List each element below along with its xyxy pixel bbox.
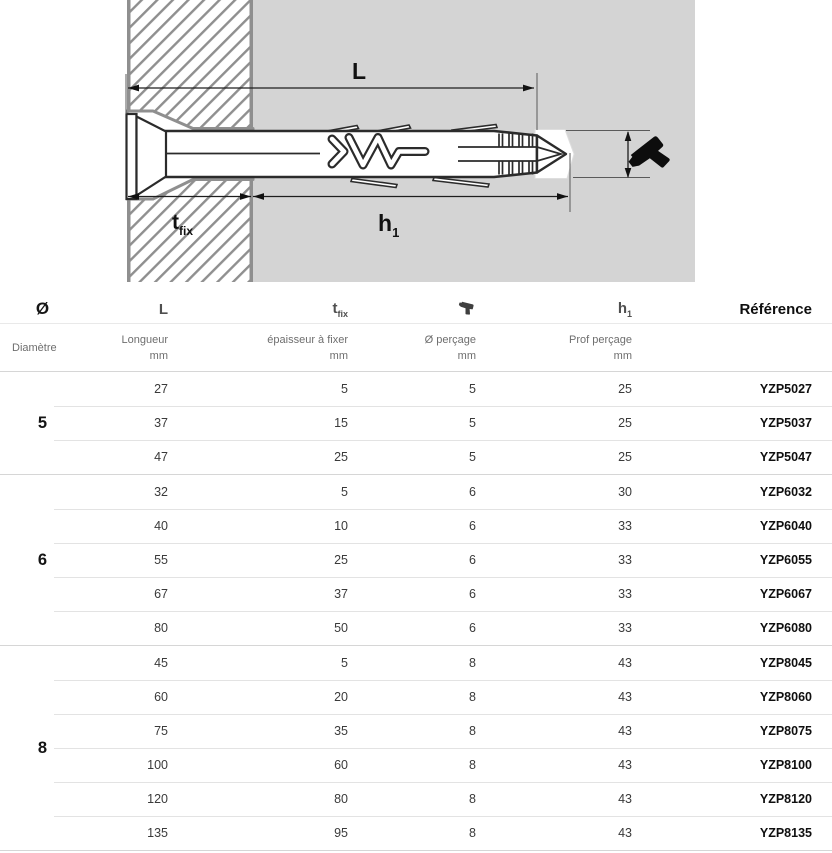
drill-cell: 8	[469, 656, 476, 670]
drill-cell: 6	[469, 621, 476, 635]
drill-icon	[457, 299, 476, 319]
h1-subheader: Prof perçage mm	[569, 333, 632, 362]
diameter-symbol-header: Ø	[35, 299, 50, 318]
h1-symbol-header: $h_1$	[617, 299, 632, 319]
length-cell: 80	[154, 621, 168, 635]
reference-cell: YZP5047	[759, 450, 812, 464]
dimension-L-label: L	[352, 58, 367, 84]
drill-cell: 6	[469, 485, 476, 499]
reference-cell: YZP8100	[759, 758, 812, 772]
h1-cell: 43	[618, 792, 632, 806]
length-cell: 100	[147, 758, 168, 772]
length-subheader: Longueur mm	[121, 333, 168, 362]
drill-cell: 6	[469, 587, 476, 601]
h1-cell: 43	[618, 724, 632, 738]
length-cell: 60	[154, 690, 168, 704]
reference-cell: YZP8060	[759, 690, 812, 704]
length-cell: 40	[154, 519, 168, 533]
table-row	[85, 577, 832, 611]
tfix-cell: 60	[334, 758, 348, 772]
reference-cell: YZP8045	[759, 656, 812, 670]
drill-subheader: Ø perçage mm	[424, 333, 476, 362]
tfix-cell: 5	[341, 656, 348, 670]
tfix-cell: 25	[334, 553, 348, 567]
tfix-cell: 10	[334, 519, 348, 533]
h1-cell: 43	[618, 758, 632, 772]
h1-cell: 25	[618, 382, 632, 396]
h1-cell: 25	[618, 416, 632, 430]
length-cell: 120	[147, 792, 168, 806]
spec-table	[0, 295, 832, 853]
length-cell: 67	[154, 587, 168, 601]
h1-cell: 25	[618, 450, 632, 464]
drill-cell: 5	[469, 450, 476, 464]
reference-cell: YZP8120	[759, 792, 812, 806]
tfix-cell: 5	[341, 382, 348, 396]
reference-cell: YZP5037	[759, 416, 812, 430]
diameter-group	[0, 645, 832, 850]
diameter-subheader: Diamètre	[12, 341, 57, 354]
table-row	[85, 680, 832, 714]
diameter-value: 8	[37, 738, 48, 757]
drill-cell: 8	[469, 758, 476, 772]
length-cell: 27	[154, 382, 168, 396]
anchor-installation-drawing	[0, 0, 832, 282]
drill-cell: 6	[469, 519, 476, 533]
length-symbol-header: L	[158, 300, 168, 318]
table-row	[85, 440, 832, 474]
table-row	[85, 509, 832, 543]
diameter-group	[0, 372, 832, 474]
drill-symbol-header	[360, 299, 488, 319]
drill-cell: 5	[469, 416, 476, 430]
h1-cell: 33	[618, 553, 632, 567]
tfix-cell: 5	[341, 485, 348, 499]
table-row	[85, 714, 832, 748]
table-row	[85, 782, 832, 816]
length-cell: 32	[154, 485, 168, 499]
table-row	[85, 611, 832, 645]
length-cell: 75	[154, 724, 168, 738]
table-symbol-header	[0, 295, 832, 324]
tfix-cell: 50	[334, 621, 348, 635]
drill-cell: 8	[469, 724, 476, 738]
dimension-tfix-label: $t_{fix}$	[172, 211, 194, 238]
tfix-subheader: épaisseur à fixer mm	[267, 333, 348, 362]
tfix-cell: 25	[334, 450, 348, 464]
table-row	[85, 475, 832, 509]
h1-cell: 33	[618, 621, 632, 635]
reference-cell: YZP6040	[759, 519, 812, 533]
reference-cell: YZP6080	[759, 621, 812, 635]
tfix-cell: 37	[334, 587, 348, 601]
table-row	[85, 372, 832, 406]
diameter-group	[0, 474, 832, 645]
length-cell: 47	[154, 450, 168, 464]
table-row	[85, 816, 832, 850]
diameter-value: 6	[37, 550, 48, 569]
table-row	[85, 543, 832, 577]
table-body	[0, 372, 832, 850]
h1-cell: 43	[618, 826, 632, 840]
length-cell: 37	[154, 416, 168, 430]
table-subheader	[0, 324, 832, 372]
tfix-cell: 80	[334, 792, 348, 806]
reference-cell: YZP5027	[759, 382, 812, 396]
length-cell: 45	[154, 656, 168, 670]
diameter-value: 5	[37, 413, 48, 432]
h1-cell: 33	[618, 519, 632, 533]
length-cell: 135	[147, 826, 168, 840]
h1-cell: 43	[618, 656, 632, 670]
drill-cell: 8	[469, 792, 476, 806]
drill-cell: 8	[469, 826, 476, 840]
h1-cell: 43	[618, 690, 632, 704]
reference-cell: YZP8135	[759, 826, 812, 840]
tfix-symbol-header: $t_{fix}$	[332, 299, 348, 319]
reference-cell: YZP6055	[759, 553, 812, 567]
drill-cell: 5	[469, 382, 476, 396]
tfix-cell: 95	[334, 826, 348, 840]
reference-cell: YZP6067	[759, 587, 812, 601]
tfix-cell: 15	[334, 416, 348, 430]
h1-cell: 33	[618, 587, 632, 601]
drill-cell: 8	[469, 690, 476, 704]
technical-diagram	[0, 0, 832, 282]
tfix-cell: 20	[334, 690, 348, 704]
drill-cell: 6	[469, 553, 476, 567]
reference-cell: YZP6032	[759, 485, 812, 499]
reference-header: Référence	[739, 300, 812, 318]
table-row	[85, 646, 832, 680]
length-cell: 55	[154, 553, 168, 567]
h1-cell: 30	[618, 485, 632, 499]
tfix-cell: 35	[334, 724, 348, 738]
dimension-h1-label: $h_1$	[378, 210, 400, 240]
reference-cell: YZP8075	[759, 724, 812, 738]
table-row	[85, 748, 832, 782]
table-row	[85, 406, 832, 440]
